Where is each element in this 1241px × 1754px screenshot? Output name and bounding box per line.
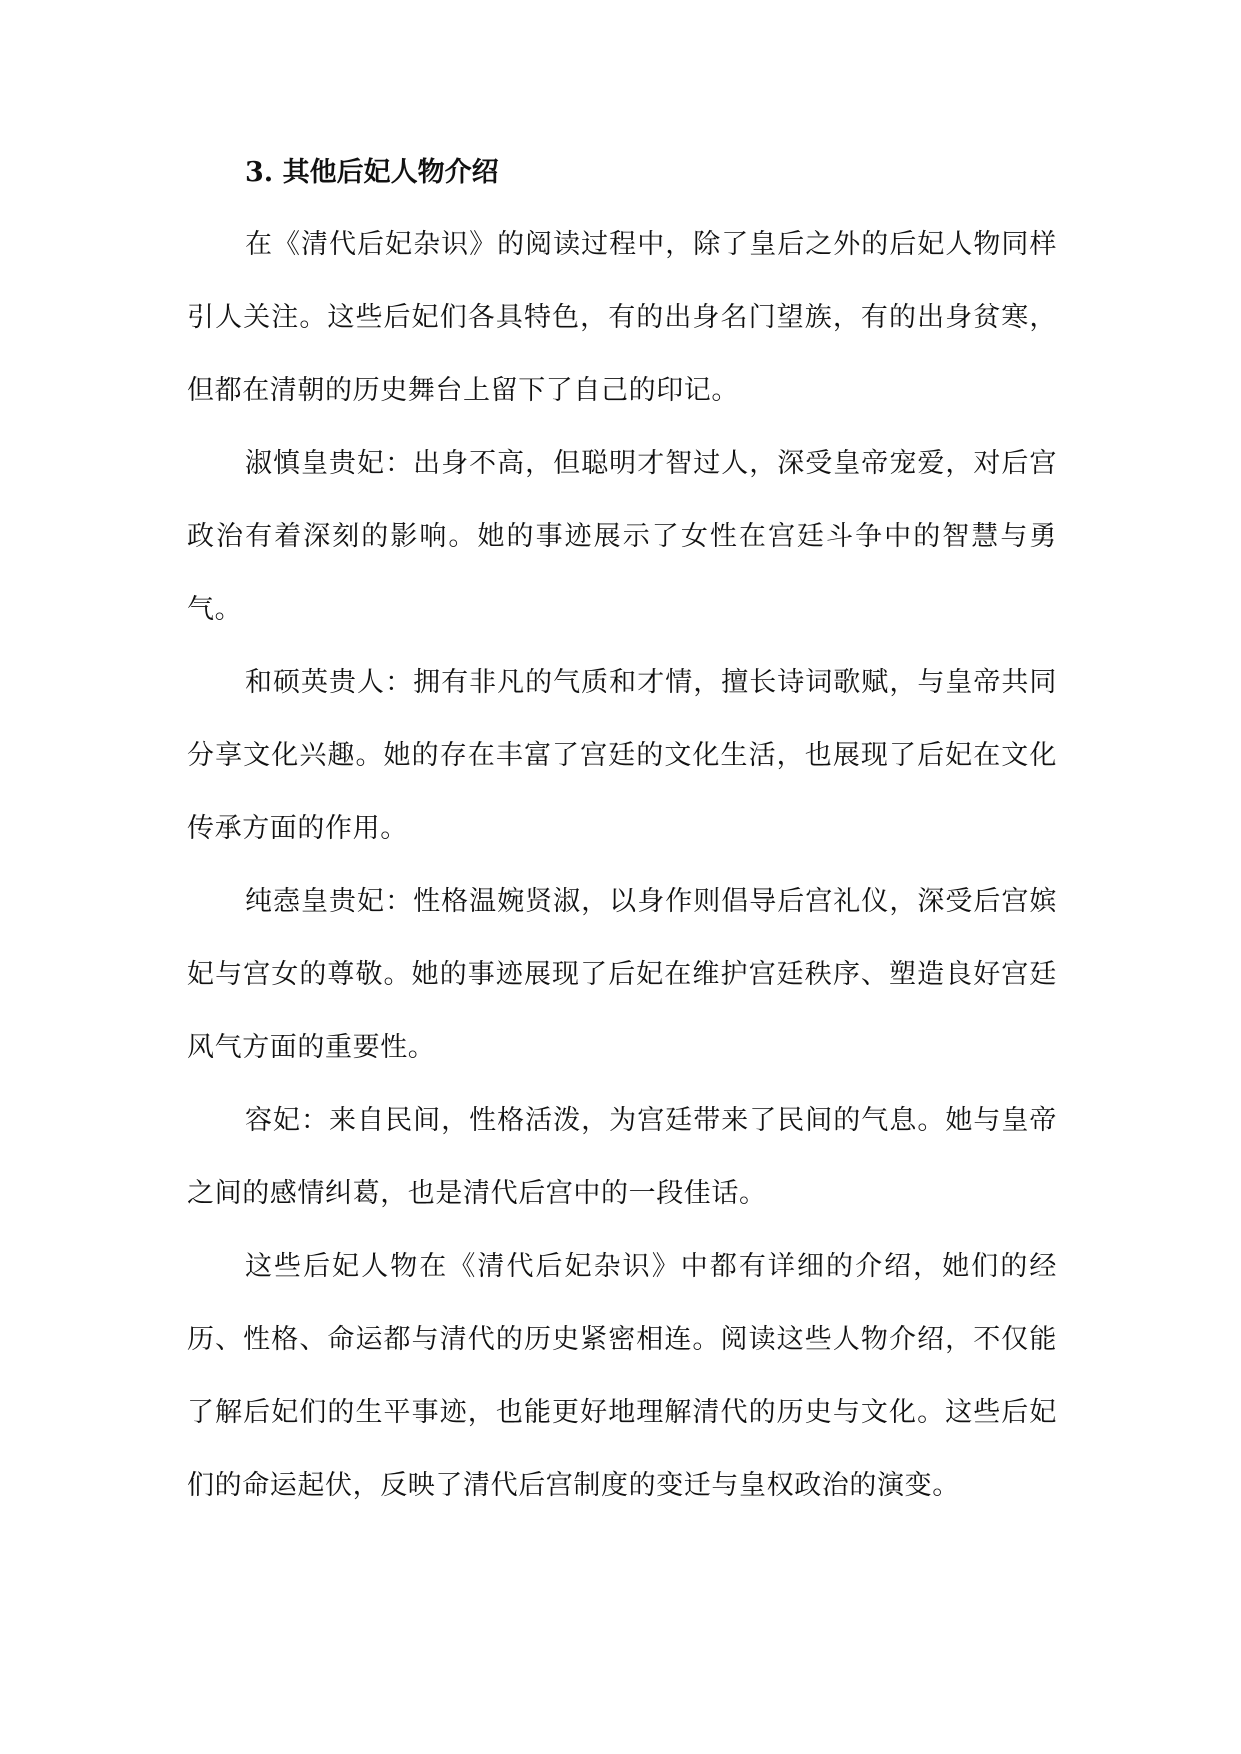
paragraph-heshuo: 和硕英贵人：拥有非凡的气质和才情，擅长诗词歌赋，与皇帝共同分享文化兴趣。她的存在丰富了宫廷的文化生活，也展现了后妃在文化传承方面的作用。	[187, 667, 1057, 844]
paragraph-conclusion: 这些后妃人物在《清代后妃杂识》中都有详细的介绍，她们的经历、性格、命运都与清代的历史紧密相连。阅读这些人物介绍，不仅能了解后妃们的生平事迹，也能更好地理解清代的历史与文化。这些后妃们的命运起伏，反映了清代后宫制度的变迁与皇权政治的演变。	[187, 1251, 1057, 1501]
section-heading	[245, 138, 1057, 208]
document-body	[187, 138, 1057, 1522]
paragraph-shushen: 淑慎皇贵妃：出身不高，但聪明才智过人，深受皇帝宠爱，对后宫政治有着深刻的影响。她的事迹展示了女性在宫廷斗争中的智慧与勇气。	[187, 448, 1057, 625]
section-title: 其他后妃人物介绍	[282, 157, 499, 188]
paragraph-rongfei: 容妃：来自民间，性格活泼，为宫廷带来了民间的气息。她与皇帝之间的感情纠葛，也是清代后宫中的一段佳话。	[187, 1105, 1057, 1209]
paragraph-intro: 在《清代后妃杂识》的阅读过程中，除了皇后之外的后妃人物同样引人关注。这些后妃们各具特色，有的出身名门望族，有的出身贫寒，但都在清朝的历史舞台上留下了自己的印记。	[187, 229, 1057, 406]
section-number: 3.	[245, 157, 274, 188]
paragraph-chunque: 纯悫皇贵妃：性格温婉贤淑，以身作则倡导后宫礼仪，深受后宫嫔妃与宫女的尊敬。她的事迹展现了后妃在维护宫廷秩序、塑造良好宫廷风气方面的重要性。	[187, 886, 1057, 1063]
